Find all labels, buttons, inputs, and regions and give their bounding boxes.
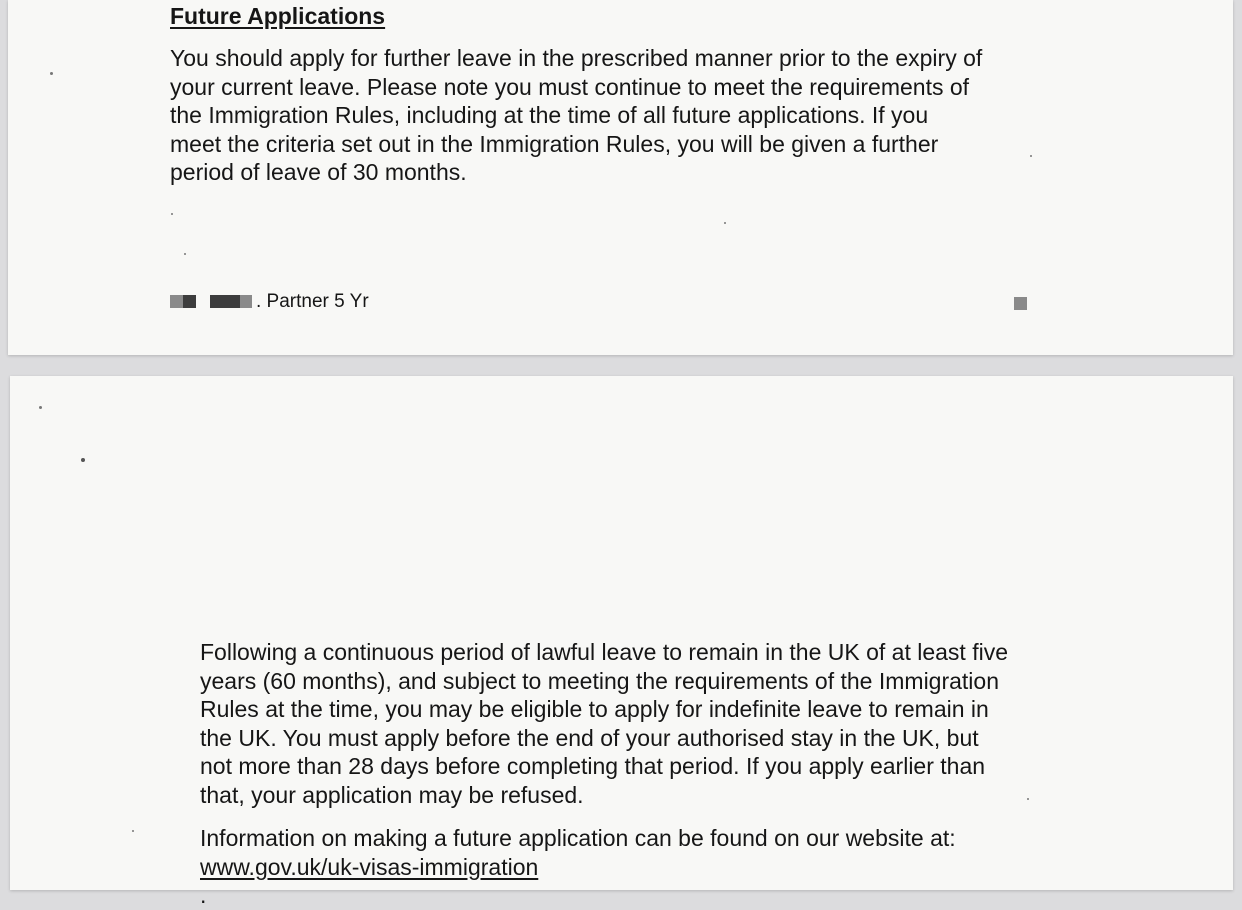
- scan-speck: [81, 458, 85, 462]
- paragraph-line: Information on making a future application can be found on our website at:: [200, 825, 956, 851]
- paragraph-line: [200, 853, 956, 910]
- paragraph-line: years (60 months), and subject to meeting the requirements of the Immigration: [200, 667, 1000, 694]
- redaction-block: [240, 295, 252, 308]
- document-page-1: [8, 0, 1233, 355]
- section-heading-future-applications: Future Applications: [170, 3, 386, 29]
- paragraph-line: meet the criteria set out in the Immigration Rules, you will be given a further: [170, 130, 939, 157]
- scan-speck: [171, 213, 173, 215]
- future-applications-paragraph: [170, 44, 982, 187]
- scan-speck: [1027, 798, 1029, 800]
- website-info-paragraph: [200, 824, 956, 910]
- website-link[interactable]: www.gov.uk/uk-visas-immigration: [200, 853, 539, 880]
- scan-speck: [39, 406, 42, 409]
- paragraph-line: the UK. You must apply before the end of your authorised stay in the UK, but: [200, 724, 979, 751]
- redaction-block: [1014, 297, 1027, 310]
- paragraph-line: Rules at the time, you may be eligible to apply for indefinite leave to remain in: [200, 696, 989, 722]
- document-footer-reference: [170, 291, 369, 313]
- paragraph-line: Following a continuous period of lawful leave to remain in the UK of at least five: [200, 639, 1008, 665]
- paragraph-line: that, your application may be refused.: [200, 781, 584, 808]
- paragraph-line: period of leave of 30 months.: [170, 159, 467, 185]
- redaction-block: [210, 295, 240, 308]
- scan-speck: [724, 222, 726, 224]
- scan-speck: [1030, 155, 1032, 157]
- paragraph-line: You should apply for further leave in the prescribed manner prior to the expiry of: [170, 45, 983, 71]
- indefinite-leave-paragraph: [200, 638, 1008, 809]
- scan-speck: [132, 830, 134, 832]
- paragraph-line: the Immigration Rules, including at the time of all future applications. If you: [170, 102, 929, 128]
- document-page-2: [10, 376, 1233, 908]
- scan-speck: [50, 72, 53, 75]
- footer-reference-text: . Partner 5 Yr: [256, 291, 369, 312]
- paragraph-line: your current leave. Please note you must continue to meet the requirements of: [170, 73, 970, 100]
- scan-speck: [184, 253, 186, 255]
- redaction-block: [183, 295, 196, 308]
- redaction-block: [170, 295, 183, 308]
- sentence-end: .: [200, 882, 207, 908]
- paragraph-line: not more than 28 days before completing that period. If you apply earlier than: [200, 753, 986, 779]
